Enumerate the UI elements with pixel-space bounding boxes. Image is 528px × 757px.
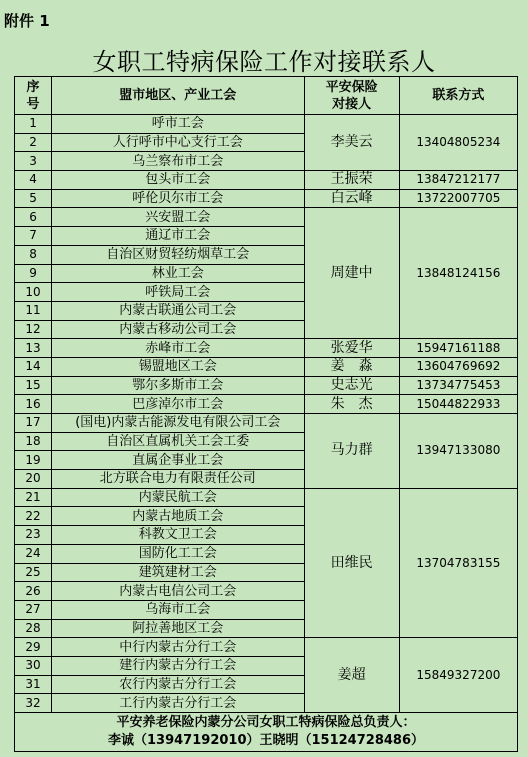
row-seq: 19 [15,451,52,470]
table-row [15,488,518,507]
contact-phone: 15947161188 [399,339,517,358]
row-org: 内蒙民航工会 [52,488,305,507]
contact-person: 田维民 [304,488,399,638]
row-org: 科教文卫工会 [52,526,305,545]
header-seq-line2: 号 [26,96,40,112]
row-org: 巴彦淖尔市工会 [52,395,305,414]
footer-row [15,713,518,752]
contact-person: 朱 杰 [304,395,399,414]
contact-person: 马力群 [304,414,399,489]
contact-person: 王振荣 [304,171,399,190]
contact-person: 张爱华 [304,339,399,358]
table-row [15,171,518,190]
header-contact: 联系方式 [399,77,517,115]
row-seq: 30 [15,656,52,675]
row-seq: 29 [15,638,52,657]
row-org: 呼市工会 [52,115,305,134]
row-seq: 31 [15,675,52,694]
header-org: 盟市地区、产业工会 [52,77,305,115]
contact-person: 史志光 [304,376,399,395]
contact-phone: 13847212177 [399,171,517,190]
row-org: (国电)内蒙古能源发电有限公司工会 [52,414,305,433]
row-seq: 10 [15,283,52,302]
contact-phone: 15849327200 [399,638,517,713]
header-person-line2: 对接人 [332,96,372,112]
row-seq: 11 [15,301,52,320]
row-org: 自治区直属机关工会工委 [52,432,305,451]
footer-line2: 李诚（13947192010）王晓明（15124728486） [108,733,424,748]
row-org: 呼铁局工会 [52,283,305,302]
row-seq: 20 [15,470,52,489]
table-row [15,115,518,134]
header-seq-line1: 序 [26,79,40,95]
row-seq: 12 [15,320,52,339]
row-seq: 15 [15,376,52,395]
contact-phone: 13722007705 [399,189,517,208]
contact-phone: 13947133080 [399,414,517,489]
row-org: 内蒙古地质工会 [52,507,305,526]
row-org: 自治区财贸轻纺烟草工会 [52,245,305,264]
footer-line1: 平安养老保险内蒙分公司女职工特病保险总负责人： [116,715,416,730]
row-seq: 6 [15,208,52,227]
row-seq: 24 [15,544,52,563]
row-seq: 4 [15,171,52,190]
row-seq: 3 [15,152,52,171]
row-seq: 23 [15,526,52,545]
row-seq: 21 [15,488,52,507]
row-org: 鄂尔多斯市工会 [52,376,305,395]
row-org: 林业工会 [52,264,305,283]
contact-person: 周建中 [304,208,399,339]
row-org: 乌兰察布市工会 [52,152,305,171]
table-header-row [15,77,518,115]
contact-phone: 15044822933 [399,395,517,414]
row-seq: 14 [15,357,52,376]
row-org: 工行内蒙古分行工会 [52,694,305,713]
row-seq: 17 [15,414,52,433]
row-org: 阿拉善地区工会 [52,619,305,638]
row-seq: 22 [15,507,52,526]
attachment-label: 附件 1 [4,12,50,30]
row-org: 内蒙古联通公司工会 [52,301,305,320]
contact-phone: 13848124156 [399,208,517,339]
row-seq: 1 [15,115,52,134]
row-org: 内蒙古电信公司工会 [52,582,305,601]
row-org: 呼伦贝尔市工会 [52,189,305,208]
contact-phone: 13604769692 [399,357,517,376]
row-org: 赤峰市工会 [52,339,305,358]
row-org: 直属企事业工会 [52,451,305,470]
contact-phone: 13734775453 [399,376,517,395]
row-seq: 25 [15,563,52,582]
contact-person: 姜 淼 [304,357,399,376]
row-org: 建筑建材工会 [52,563,305,582]
header-person [304,77,399,115]
row-org: 建行内蒙古分行工会 [52,656,305,675]
row-seq: 28 [15,619,52,638]
row-org: 人行呼市中心支行工会 [52,133,305,152]
contact-table [14,76,518,752]
contact-person: 白云峰 [304,189,399,208]
table-row [15,208,518,227]
row-org: 通辽市工会 [52,227,305,246]
page-title: 女职工特病保险工作对接联系人 [92,48,436,76]
row-org: 乌海市工会 [52,600,305,619]
row-seq: 27 [15,600,52,619]
table-row [15,339,518,358]
table-row [15,638,518,657]
row-org: 北方联合电力有限责任公司 [52,470,305,489]
row-org: 包头市工会 [52,171,305,190]
table-row [15,357,518,376]
row-org: 国防化工工会 [52,544,305,563]
row-seq: 7 [15,227,52,246]
row-seq: 13 [15,339,52,358]
table-row [15,189,518,208]
header-person-line1: 平安保险 [325,79,378,95]
row-seq: 9 [15,264,52,283]
row-seq: 16 [15,395,52,414]
row-seq: 32 [15,694,52,713]
contact-person: 姜超 [304,638,399,713]
footer-responsible [15,713,518,752]
table-row [15,414,518,433]
table-row [15,376,518,395]
contact-phone: 13704783155 [399,488,517,638]
row-seq: 8 [15,245,52,264]
row-seq: 2 [15,133,52,152]
row-org: 中行内蒙古分行工会 [52,638,305,657]
contact-person: 李美云 [304,115,399,171]
row-seq: 18 [15,432,52,451]
row-seq: 5 [15,189,52,208]
row-seq: 26 [15,582,52,601]
row-org: 兴安盟工会 [52,208,305,227]
header-seq [15,77,52,115]
row-org: 内蒙古移动公司工会 [52,320,305,339]
row-org: 农行内蒙古分行工会 [52,675,305,694]
row-org: 锡盟地区工会 [52,357,305,376]
contact-phone: 13404805234 [399,115,517,171]
table-row [15,395,518,414]
